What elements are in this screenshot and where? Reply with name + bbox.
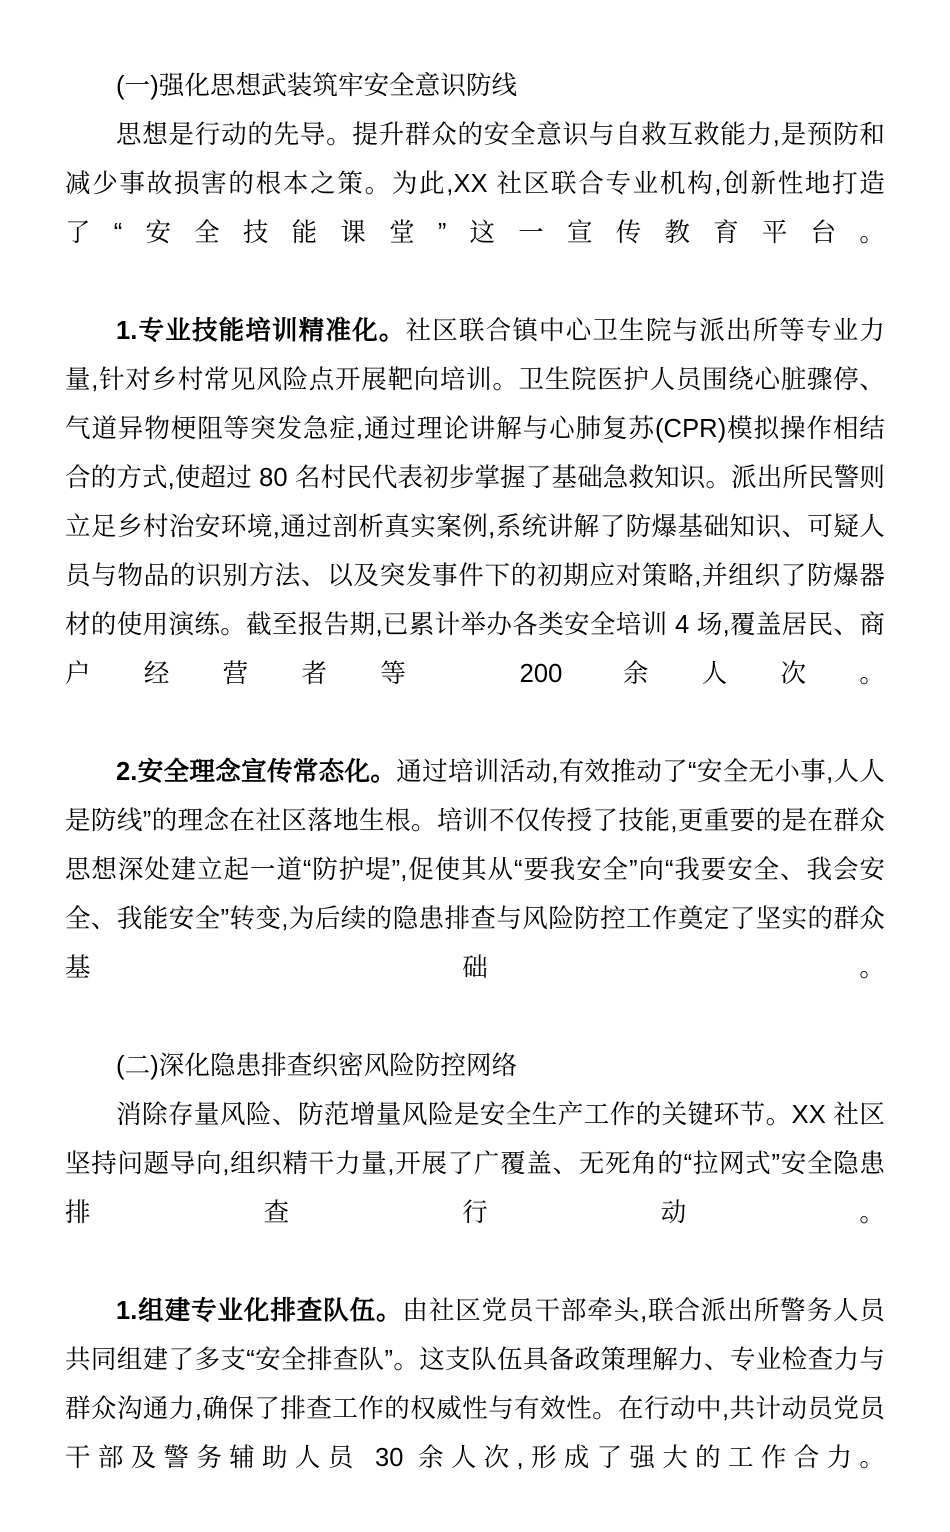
section-heading-two: (二)深化隐患排查织密风险防控网络 <box>116 1052 518 1080</box>
paragraph-safety-concept <box>65 748 885 1042</box>
paragraph-text-2: 通过培训活动,有效推动了“安全无小事,人人是防线”的理念在社区落地生根。培训不仅传授了技能,更重要的是在群众思想深处建立起一道“防护堤”,促使其从“要我安全”向“我要安全、我会安全、我能安全”转变,为后续的隐患排查与风险防控工作奠定了坚实的群众基础。 <box>65 758 886 982</box>
paragraph-lead-label-1: 1.专业技能培训精准化。 <box>116 317 406 345</box>
document-body <box>65 62 885 1532</box>
paragraph-text-3: 由社区党员干部牵头,联合派出所警务人员共同组建了多支“安全排查队”。这支队伍具备政策理解力、专业检查力与群众沟通力,确保了排查工作的权威性与有效性。在行动中,共计动员党员干部及警务辅助人员 30 余人次,形成了强大的工作合力。 <box>65 1297 885 1472</box>
section-heading-one: (一)强化思想武装筑牢安全意识防线 <box>116 72 518 100</box>
paragraph-intro: 思想是行动的先导。提升群众的安全意识与自救互救能力,是预防和减少事故损害的根本之策。为此,XX 社区联合专业机构,创新性地打造了“安全技能课堂”这一宣传教育平台。 <box>65 121 885 247</box>
paragraph-text-1: 社区联合镇中心卫生院与派出所等专业力量,针对乡村常见风险点开展靶向培训。卫生院医护人员围绕心脏骤停、气道异物梗阻等突发急症,通过理论讲解与心肺复苏(CPR)模拟操作相结合的方式,使超过 80 名村民代表初步掌握了基础急救知识。派出所民警则立足乡村治安环境,通过剖析真实案例,系统讲解了防爆基础知识、可疑人员与物品的识别方法、以及突发事件下的初期应对策略,并组织了防爆器材的使用演练。截至报告期,已累计举办各类安全培训 4 场,覆盖居民、商户经营者等 200 余人次。 <box>65 317 885 688</box>
paragraph-training-precision <box>65 307 885 748</box>
paragraph-lead-label-3: 1.组建专业化排查队伍。 <box>116 1297 403 1325</box>
paragraph-risk-screening-intro: 消除存量风险、防范增量风险是安全生产工作的关键环节。XX 社区坚持问题导向,组织精干力量,开展了广覆盖、无死角的“拉网式”安全隐患排查行动。 <box>65 1101 885 1227</box>
paragraph-team-building <box>65 1287 885 1532</box>
paragraph-lead-label-2: 2.安全理念宣传常态化。 <box>116 758 397 786</box>
